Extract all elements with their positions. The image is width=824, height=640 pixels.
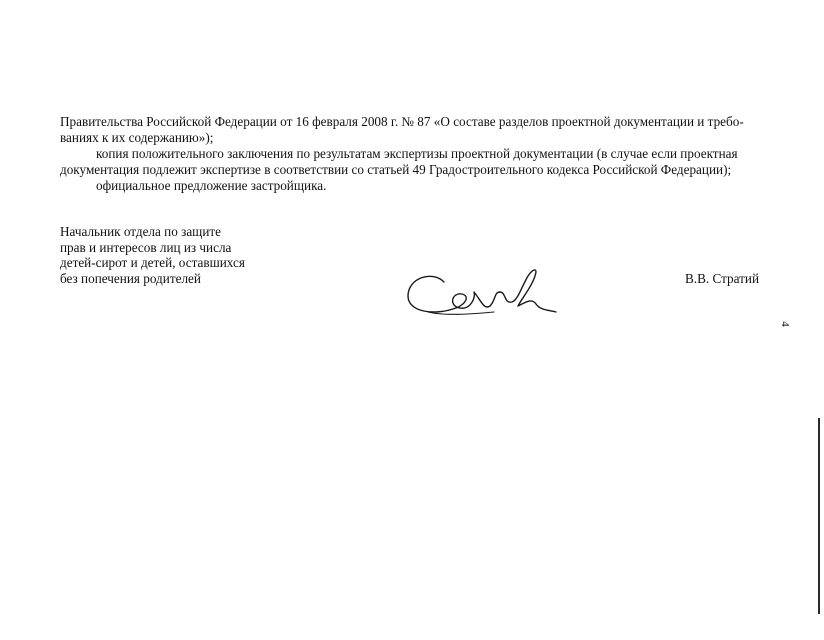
text-line: официальное предложение застройщика. <box>96 178 327 193</box>
position-line: прав и интересов лиц из числа <box>60 239 232 255</box>
signatory-position <box>60 224 245 286</box>
signatory-name: В.В. Стратий <box>685 271 760 286</box>
position-line: детей-сирот и детей, оставшихся <box>60 255 245 270</box>
page-number: 4 <box>778 321 791 327</box>
position-line: Начальник отдела по защите <box>60 224 222 239</box>
handwritten-signature <box>404 262 560 322</box>
text-line: документация подлежит экспертизе в соответствии со статьей 49 Градостроительного кодекса Российской Федерации); <box>60 162 732 177</box>
text-line: Правительства Российской Федерации от 16 февраля 2008 г. № 87 «О составе разделов проектной документации и требо- <box>60 114 744 129</box>
text-line: копия положительного заключения по результатам экспертизы проектной документации (в случае если проектная <box>96 146 738 161</box>
position-line: без попечения родителей <box>60 270 201 286</box>
text-line: ваниях к их содержанию»); <box>60 130 214 145</box>
body-text <box>60 114 772 194</box>
scan-edge-line <box>818 418 820 614</box>
